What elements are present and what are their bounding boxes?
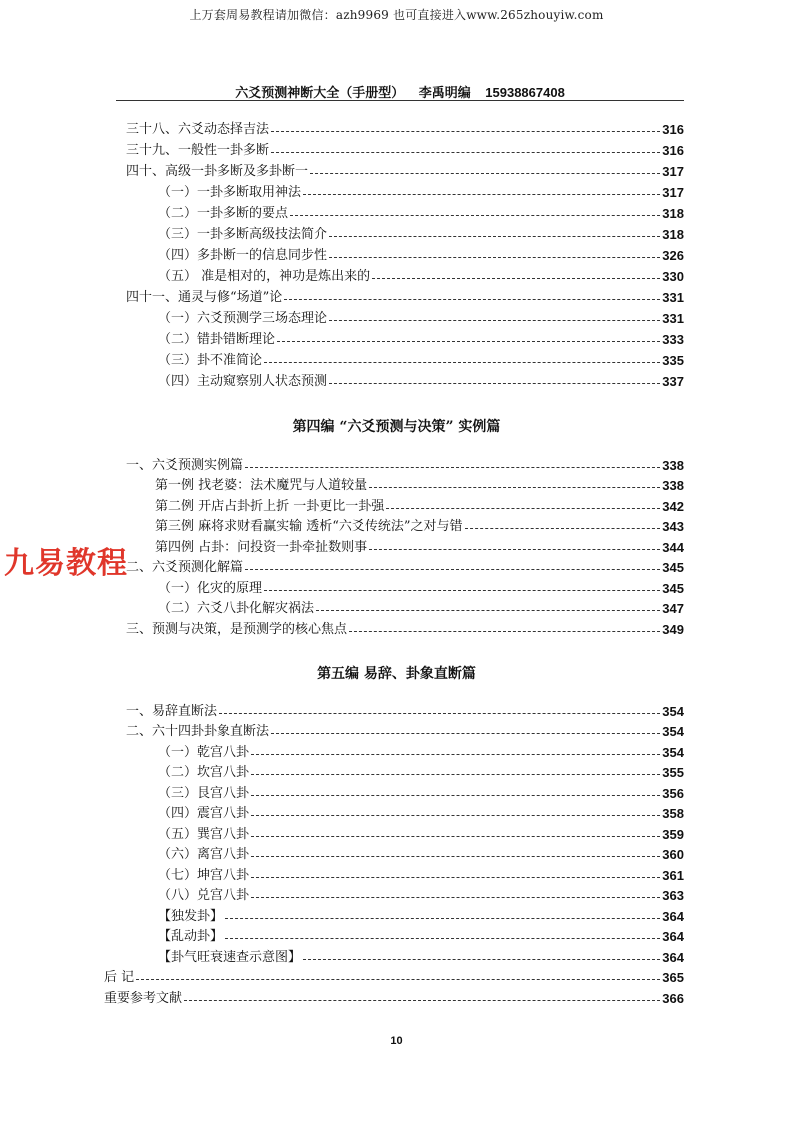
toc-entry-title: 第一例 找老婆：法术魔咒与人道较量 bbox=[155, 478, 368, 493]
toc-entry-page: 318 bbox=[662, 206, 684, 221]
toc-entry-title: （一）一卦多断取用神法 bbox=[158, 185, 302, 200]
toc-entry-title: （二）六爻八卦化解灾祸法 bbox=[158, 601, 315, 616]
dot-leader bbox=[277, 341, 660, 342]
watermark-logo: 九易教程 bbox=[4, 546, 128, 581]
toc-entry[interactable] bbox=[126, 162, 684, 182]
toc-entry[interactable] bbox=[158, 204, 684, 224]
dot-leader bbox=[349, 631, 660, 632]
toc-entry-page: 344 bbox=[662, 540, 684, 555]
toc-entry-page: 343 bbox=[662, 519, 684, 534]
toc-entry[interactable] bbox=[155, 538, 684, 558]
toc-entry-page: 331 bbox=[662, 311, 684, 326]
toc-entry-title: 【卦气旺衰速查示意图】 bbox=[158, 950, 302, 965]
toc-entry[interactable] bbox=[126, 620, 684, 640]
toc-entry-page: 364 bbox=[662, 950, 684, 965]
toc-entry[interactable] bbox=[155, 476, 684, 496]
toc-entry-title: （七）坤宫八卦 bbox=[158, 868, 250, 883]
toc-entry[interactable] bbox=[158, 886, 684, 906]
dot-leader bbox=[329, 236, 660, 237]
dot-leader bbox=[316, 610, 660, 611]
toc-entry-page: 364 bbox=[662, 909, 684, 924]
dot-leader bbox=[245, 467, 660, 468]
toc-entry-title: 第二例 开店占卦折上折 一卦更比一卦强 bbox=[155, 499, 385, 514]
toc-entry[interactable] bbox=[158, 183, 684, 203]
dot-leader bbox=[369, 487, 660, 488]
dot-leader bbox=[251, 836, 660, 837]
toc-entry[interactable] bbox=[158, 743, 684, 763]
toc-entry-title: （一）六爻预测学三场态理论 bbox=[158, 311, 328, 326]
dot-leader bbox=[303, 194, 660, 195]
toc-entry[interactable] bbox=[126, 120, 684, 140]
toc-entry[interactable] bbox=[158, 763, 684, 783]
phone-number: 15938867408 bbox=[485, 85, 565, 100]
page-number: 10 bbox=[390, 1035, 403, 1047]
toc-entry-title: 一、易辞直断法 bbox=[126, 704, 218, 719]
dot-leader bbox=[369, 549, 660, 550]
dot-leader bbox=[284, 299, 660, 300]
dot-leader bbox=[225, 918, 660, 919]
dot-leader bbox=[251, 795, 660, 796]
dot-leader bbox=[184, 1000, 660, 1001]
dot-leader bbox=[136, 979, 660, 980]
dot-leader bbox=[290, 215, 660, 216]
dot-leader bbox=[465, 528, 661, 529]
toc-entry[interactable] bbox=[158, 599, 684, 619]
toc-entry-title: （六）离宫八卦 bbox=[158, 847, 250, 862]
toc-entry-title: （二）错卦错断理论 bbox=[158, 332, 276, 347]
toc-entry[interactable] bbox=[155, 517, 684, 537]
toc-entry-title: 四十一、通灵与修“场道”论 bbox=[126, 290, 283, 305]
toc-entry[interactable] bbox=[158, 330, 684, 350]
toc-entry[interactable] bbox=[126, 702, 684, 722]
toc-entry-page: 359 bbox=[662, 827, 684, 842]
toc-entry[interactable] bbox=[158, 351, 684, 371]
dot-leader bbox=[329, 320, 660, 321]
toc-entry[interactable] bbox=[155, 497, 684, 517]
toc-entry-page: 338 bbox=[662, 458, 684, 473]
toc-entry-page: 326 bbox=[662, 248, 684, 263]
dot-leader bbox=[303, 959, 660, 960]
toc-entry[interactable] bbox=[126, 722, 684, 742]
dot-leader bbox=[225, 938, 660, 939]
toc-entry[interactable] bbox=[158, 907, 684, 927]
toc-entry-page: 317 bbox=[662, 164, 684, 179]
dot-leader bbox=[219, 713, 660, 714]
toc-entry-title: （二）一卦多断的要点 bbox=[158, 206, 289, 221]
toc-entry[interactable] bbox=[158, 246, 684, 266]
toc-entry-page: 358 bbox=[662, 806, 684, 821]
toc-entry-page: 365 bbox=[662, 970, 684, 985]
dot-leader bbox=[329, 383, 660, 384]
toc-entry-title: 四十、高级一卦多断及多卦断一 bbox=[126, 164, 309, 179]
toc-entry-page: 318 bbox=[662, 227, 684, 242]
toc-entry-page: 333 bbox=[662, 332, 684, 347]
toc-entry-title: （五） 准是相对的，神功是炼出来的 bbox=[158, 269, 371, 284]
dot-leader bbox=[251, 815, 660, 816]
toc-entry-title: （八）兑宫八卦 bbox=[158, 888, 250, 903]
toc-entry-page: 331 bbox=[662, 290, 684, 305]
toc-entry-title: 二、六十四卦卦象直断法 bbox=[126, 724, 270, 739]
toc-entry-page: 361 bbox=[662, 868, 684, 883]
toc-entry-page: 355 bbox=[662, 765, 684, 780]
toc-entry[interactable] bbox=[158, 372, 684, 392]
toc-entry-page: 342 bbox=[662, 499, 684, 514]
dot-leader bbox=[264, 590, 660, 591]
toc-entry-page: 316 bbox=[662, 143, 684, 158]
toc-entry-page: 335 bbox=[662, 353, 684, 368]
toc-entry[interactable] bbox=[158, 845, 684, 865]
toc-entry-page: 345 bbox=[662, 581, 684, 596]
dot-leader bbox=[251, 856, 660, 857]
toc-entry[interactable] bbox=[126, 456, 684, 476]
toc-entry-page: 345 bbox=[662, 560, 684, 575]
toc-entry-page: 347 bbox=[662, 601, 684, 616]
toc-entry[interactable] bbox=[158, 267, 684, 287]
toc-entry[interactable] bbox=[104, 968, 684, 988]
toc-entry-title: 【独发卦】 bbox=[158, 909, 224, 924]
dot-leader bbox=[271, 152, 660, 153]
toc-entry[interactable] bbox=[126, 141, 684, 161]
toc-entry[interactable] bbox=[158, 579, 684, 599]
section-heading: 第四编 “六爻预测与决策” 实例篇 bbox=[292, 419, 501, 435]
toc-entry-title: 【乱动卦】 bbox=[158, 929, 224, 944]
toc-entry-page: 349 bbox=[662, 622, 684, 637]
toc-entry-title: 三十九、一般性一卦多断 bbox=[126, 143, 270, 158]
toc-entry-title: 重要参考文献 bbox=[104, 991, 183, 1006]
toc-entry-page: 360 bbox=[662, 847, 684, 862]
book-title: 六爻预测神断大全（手册型） bbox=[235, 86, 405, 101]
toc-entry[interactable] bbox=[158, 804, 684, 824]
running-header bbox=[116, 82, 684, 101]
toc-entry-title: （四）主动窥察别人状态预测 bbox=[158, 374, 328, 389]
toc-entry-title: 三、预测与决策，是预测学的核心焦点 bbox=[126, 622, 348, 637]
header-rule bbox=[116, 100, 684, 101]
toc-entry-title: 第四例 占卦：问投资一卦牵扯数则事 bbox=[155, 540, 368, 555]
top-notice: 上万套周易教程请加微信：azh9969 也可直接进入www.265zhouyiw.com bbox=[189, 8, 604, 22]
toc-entry[interactable] bbox=[104, 989, 684, 1009]
toc-entry-title: （三）卦不准简论 bbox=[158, 353, 263, 368]
toc-entry-page: 354 bbox=[662, 724, 684, 739]
toc-entry-page: 356 bbox=[662, 786, 684, 801]
toc-entry-page: 363 bbox=[662, 888, 684, 903]
toc-entry-page: 354 bbox=[662, 704, 684, 719]
toc-entry-title: （三）一卦多断高级技法简介 bbox=[158, 227, 328, 242]
dot-leader bbox=[386, 508, 660, 509]
toc-entry[interactable] bbox=[126, 558, 684, 578]
dot-leader bbox=[251, 897, 660, 898]
dot-leader bbox=[372, 278, 660, 279]
toc-entry-page: 354 bbox=[662, 745, 684, 760]
toc-entry-title: （四）多卦断一的信息同步性 bbox=[158, 248, 328, 263]
dot-leader bbox=[329, 257, 660, 258]
dot-leader bbox=[271, 131, 660, 132]
toc-entry[interactable] bbox=[158, 825, 684, 845]
dot-leader bbox=[310, 173, 660, 174]
toc-entry-page: 316 bbox=[662, 122, 684, 137]
toc-entry[interactable] bbox=[158, 927, 684, 947]
toc-entry-page: 330 bbox=[662, 269, 684, 284]
toc-entry-title: 一、六爻预测实例篇 bbox=[126, 458, 244, 473]
section-heading: 第五编 易辞、卦象直断篇 bbox=[317, 666, 476, 682]
toc-entry-title: 二、六爻预测化解篇 bbox=[126, 560, 244, 575]
toc-entry-page: 364 bbox=[662, 929, 684, 944]
toc-entry-title: （五）巽宫八卦 bbox=[158, 827, 250, 842]
toc-entry-title: （四）震宫八卦 bbox=[158, 806, 250, 821]
toc-entry-title: （二）坎宫八卦 bbox=[158, 765, 250, 780]
toc-entry-title: 后 记 bbox=[104, 970, 135, 985]
toc-entry[interactable] bbox=[158, 866, 684, 886]
dot-leader bbox=[271, 733, 660, 734]
dot-leader bbox=[251, 754, 660, 755]
dot-leader bbox=[264, 362, 660, 363]
toc-entry-title: 三十八、六爻动态择吉法 bbox=[126, 122, 270, 137]
toc-entry-title: （三）艮宫八卦 bbox=[158, 786, 250, 801]
dot-leader bbox=[245, 569, 660, 570]
toc-entry[interactable] bbox=[158, 948, 684, 968]
toc-entry[interactable] bbox=[126, 288, 684, 308]
toc-entry[interactable] bbox=[158, 309, 684, 329]
toc-entry-title: 第三例 麻将求财看赢实输 透析“六爻传统法”之对与错 bbox=[155, 519, 463, 534]
toc-entry[interactable] bbox=[158, 225, 684, 245]
dot-leader bbox=[251, 774, 660, 775]
toc-entry-page: 338 bbox=[662, 478, 684, 493]
toc-entry-page: 337 bbox=[662, 374, 684, 389]
dot-leader bbox=[251, 877, 660, 878]
toc-entry-title: （一）乾宫八卦 bbox=[158, 745, 250, 760]
toc-entry-title: （一）化灾的原理 bbox=[158, 581, 263, 596]
toc-entry[interactable] bbox=[158, 784, 684, 804]
toc-entry-page: 317 bbox=[662, 185, 684, 200]
author: 李禹明编 bbox=[418, 86, 471, 101]
toc-entry-page: 366 bbox=[662, 991, 684, 1006]
